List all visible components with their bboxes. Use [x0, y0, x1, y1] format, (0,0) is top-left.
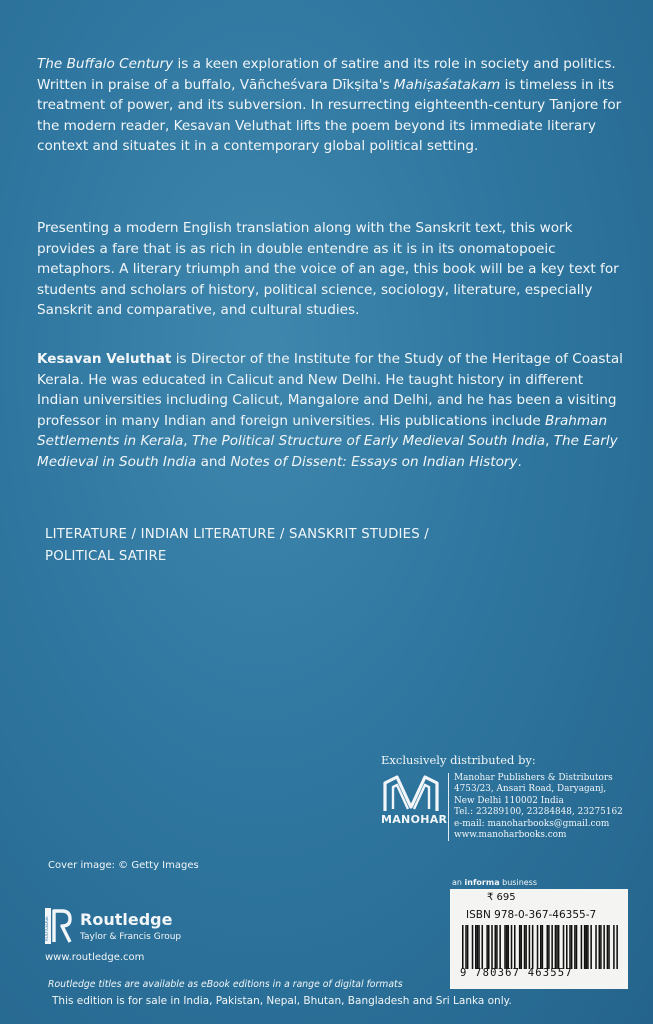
author-bio: [37, 349, 627, 472]
publication-title: Notes of Dissent: Essays on Indian History: [230, 453, 518, 470]
address-line: 4753/23, Ansari Road, Daryaganj,: [454, 784, 607, 795]
ebook-note: Routledge titles are available as eBook editions in a range of digital formats: [48, 979, 403, 990]
logo-wordmark: MANOHAR: [381, 813, 448, 826]
publication-title: The Early Medieval in South India: [37, 433, 618, 470]
informa-suffix: business: [499, 878, 538, 887]
author-name: Kesavan Veluthat: [37, 351, 172, 367]
distributor-address: [448, 773, 623, 841]
price-label: ₹ 695: [487, 892, 516, 903]
email-line: e-mail: manoharbooks@gmail.com: [454, 818, 610, 829]
blurb-paragraph-1: [37, 54, 627, 157]
phone-line: Tel.: 23289100, 23284848, 23275162: [454, 807, 623, 818]
publisher-logo: [44, 908, 215, 963]
isbn-label: ISBN 978-0-367-46355-7: [466, 909, 597, 921]
publication-title: The Political Structure of Early Medieval South India: [191, 433, 546, 449]
website-line: www.manoharbooks.com: [454, 830, 567, 841]
subject-line: LITERATURE / INDIAN LITERATURE / SANSKRIT STUDIES /: [45, 527, 429, 542]
distributor-block: [381, 753, 636, 853]
barcode-icon: [462, 925, 618, 969]
blurb-paragraph-2: Presenting a modern English translation along with the Sanskrit text, this work provides a fare that is as rich in double entendre as it is in its onomatopoeic metaphors. A literary triumph and the voice of an age, this book will be a key text for students and scholars of history, political science, sociology, literature, especially Sanskrit and comparative, and cultural studies.: [37, 220, 619, 318]
sanskrit-work-title: Mahiṣaśatakam: [393, 76, 501, 93]
address-line: Manohar Publishers & Distributors: [454, 773, 613, 783]
barcode-digits: 9 780367 463557: [460, 967, 573, 979]
blurb-text: is a keen exploration of satire and its role in society and politics. Written in praise of a buffalo, Vāñcheśvara Dīkṣita's: [37, 56, 616, 93]
subject-categories: [45, 524, 429, 568]
publisher-group: Taylor & Francis Group: [80, 932, 182, 942]
bio-text: ,: [183, 433, 192, 449]
bio-text: and: [196, 453, 231, 470]
book-title: The Buffalo Century: [37, 56, 174, 72]
informa-brand: informa: [464, 878, 500, 887]
subject-line: POLITICAL SATIRE: [45, 549, 167, 564]
informa-tag: [452, 878, 537, 887]
routledge-r-icon: [45, 908, 73, 944]
routledge-side-text: ROUTLEDGE: [44, 916, 49, 941]
blurb-text: is timeless in its treatment of power, and its subversion. In resurrecting eighteenth-century Tanjore for the modern reader, Kesavan Veluthat lifts the poem beyond its immediate literary context and situates it in a contemporary global political setting.: [37, 76, 622, 154]
publication-title: Brahman Settlements in Kerala: [37, 412, 608, 449]
publisher-name: Routledge: [80, 910, 173, 929]
publisher-url: www.routledge.com: [45, 952, 145, 963]
address-line: New Delhi 110002 India: [454, 795, 564, 806]
cover-credit: Cover image: © Getty Images: [48, 860, 199, 871]
sale-territory-note: This edition is for sale in India, Pakistan, Nepal, Bhutan, Bangladesh and Sri Lanka only.: [52, 995, 512, 1007]
informa-prefix: an: [452, 878, 465, 887]
barcode-panel: [450, 889, 628, 989]
bio-text: .: [517, 453, 522, 470]
bio-text: ,: [545, 433, 554, 449]
bio-text: is Director of the Institute for the Study of the Heritage of Coastal Kerala. He was educated in Calicut and New Delhi. He taught history in different Indian universities including Calicut, Mangalore and Delhi, and he has been a visiting professor in many Indian and foreign universities. His publications include: [37, 351, 623, 429]
distributor-heading: Exclusively distributed by:: [381, 753, 536, 767]
